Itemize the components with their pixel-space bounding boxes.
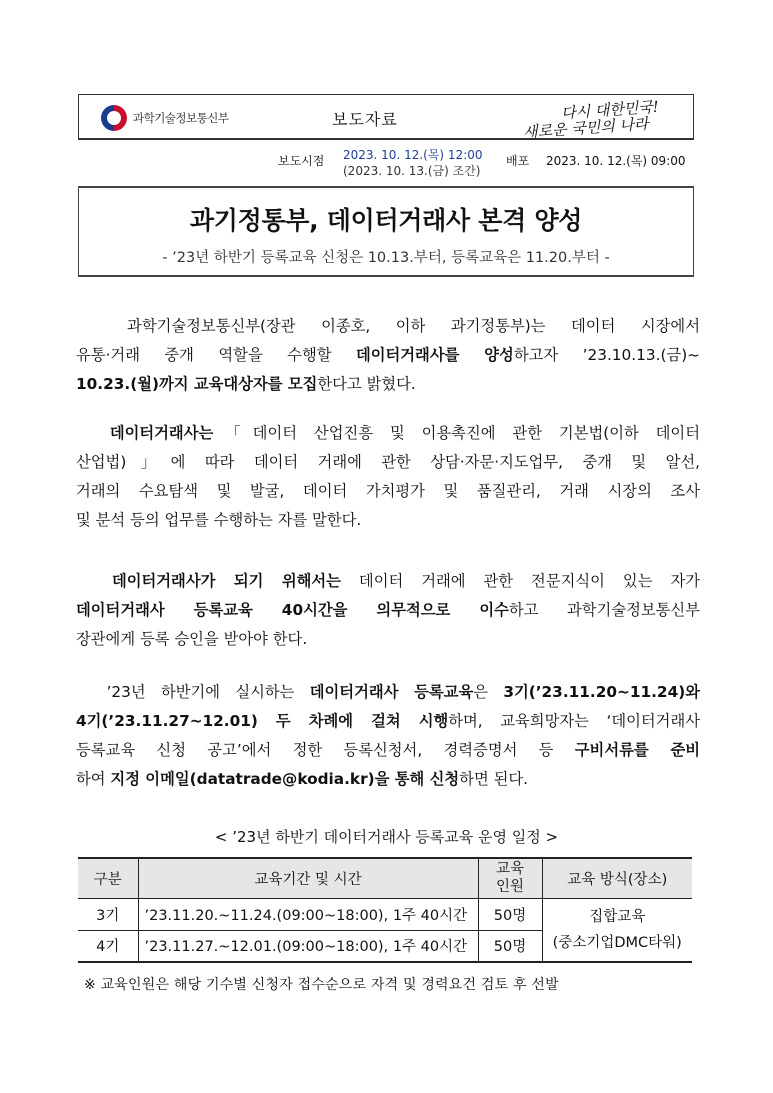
paragraph-line (76, 567, 700, 596)
text-run: 등록교육 신청 공고’에서 정한 등록신청서, 경력증명서 등 (76, 741, 575, 759)
text-run-bold: 3기(’23.11.20~11.24)와 (503, 683, 700, 701)
capacity-cell: 50명 (478, 930, 542, 962)
text-run: 하고 과학기술정보통신부 (508, 601, 700, 619)
press-release-header (78, 94, 694, 140)
text-run: 하면 된다. (459, 770, 529, 788)
paragraph-2 (76, 419, 700, 535)
paragraph-line (76, 707, 700, 736)
text-run-bold: 데이터거래사 등록교육 (309, 683, 474, 701)
text-run: 거래의 수요탐색 및 발굴, 데이터 가치평가 및 품질관리, 거래 시장의 조사 (76, 482, 700, 500)
doc-type-label: 보도자료 (332, 110, 398, 129)
government-slogan (522, 97, 673, 142)
paragraph-line (76, 625, 700, 654)
taegeuk-logo-icon (101, 105, 127, 131)
paragraph-4 (76, 678, 700, 794)
text-run: 한다고 밝혔다. (317, 375, 416, 393)
column-header: 교육기간 및 시간 (138, 858, 478, 898)
method-line-2: (중소기업DMC타워) (552, 934, 682, 951)
term-cell: 4기 (78, 930, 138, 962)
period-cell: ’23.11.27.~12.01.(09:00~18:00), 1주 40시간 (138, 930, 478, 962)
paragraph-line (76, 448, 700, 477)
column-header: 교육 인원 (478, 858, 542, 898)
paragraph-line (76, 678, 700, 707)
paragraph-line (76, 312, 700, 341)
ministry-name: 과학기술정보통신부 (133, 111, 229, 125)
embargo-info (0, 146, 773, 180)
headline: 과기정통부, 데이터거래사 본격 양성 (189, 206, 583, 235)
distribution-label: 배포 (506, 154, 530, 168)
embargo-label: 보도시점 (278, 154, 325, 168)
paragraph-line (76, 765, 700, 794)
paragraph-line (76, 506, 700, 535)
text-run-bold: 데이터거래사가 되기 위해서는 (111, 572, 341, 590)
slogan-line-1: 다시 대한민국! (560, 97, 660, 123)
text-run-bold: 데이터거래사를 양성 (355, 346, 514, 364)
period-cell: ’23.11.20.~11.24.(09:00~18:00), 1주 40시간 (138, 898, 478, 930)
paragraph-line (76, 596, 700, 625)
text-run: 과학기술정보통신부(장관 이종호, 이하 과기정통부)는 데이터 시장에서 (127, 317, 700, 335)
column-header: 구분 (78, 858, 138, 898)
schedule-caption: < ’23년 하반기 데이터거래사 등록교육 운영 일정 > (214, 828, 559, 846)
paragraph-line (76, 736, 700, 765)
table-footnote: ※ 교육인원은 해당 기수별 신청자 접수순으로 자격 및 경력요건 검토 후 선발 (84, 977, 559, 993)
text-run: 산업법)」에 따라 데이터 거래에 관한 상담·자문·지도업무, 중개 및 알선, (76, 453, 700, 471)
ministry-logo (101, 105, 228, 131)
paragraph-line (76, 419, 700, 448)
paragraph-3 (76, 567, 700, 654)
text-run: 데이터 거래에 관한 전문지식이 있는 자가 (340, 572, 700, 590)
text-run: 및 분석 등의 업무를 수행하는 자를 말한다. (76, 511, 362, 529)
slogan-line-2: 새로운 국민의 나라 (522, 114, 649, 142)
text-run: 하며, 교육희망자는 ‘데이터거래사 (448, 712, 700, 730)
text-run: 하고자 ’23.10.13.(금)~ (513, 346, 700, 364)
embargo-date: 2023. 10. 12.(목) 12:00 (343, 148, 483, 162)
text-run: 장관에게 등록 승인을 받아야 한다. (76, 630, 308, 648)
paragraph-line (76, 477, 700, 506)
text-run: 「데이터 산업진흥 및 이용촉진에 관한 기본법(이하 데이터 (213, 424, 700, 442)
paragraph-line (76, 341, 700, 370)
text-run: 유통·거래 중개 역할을 수행할 (76, 346, 356, 364)
text-run-bold: 4기(’23.11.27~12.01) 두 차례에 걸쳐 시행 (76, 712, 449, 730)
method-cell (542, 898, 692, 962)
paragraph-line (76, 370, 700, 399)
embargo-date-note: (2023. 10. 13.(금) 조간) (343, 164, 481, 178)
text-run: 은 (473, 683, 504, 701)
method-line-1: 집합교육 (589, 908, 646, 925)
capacity-cell: 50명 (478, 898, 542, 930)
text-run-bold: 10.23.(월)까지 교육대상자를 모집 (76, 375, 318, 393)
distribution-date: 2023. 10. 12.(목) 09:00 (546, 154, 686, 168)
paragraph-1 (76, 312, 700, 399)
column-header: 교육 방식(장소) (542, 858, 692, 898)
text-run-bold: 데이터거래사는 (109, 424, 214, 442)
text-run-bold: 데이터거래사 등록교육 40시간을 의무적으로 이수 (76, 601, 509, 619)
text-run: ’23년 하반기에 실시하는 (106, 683, 310, 701)
headline-box (78, 186, 694, 277)
table-header-row (78, 858, 692, 898)
subheadline: - ’23년 하반기 등록교육 신청은 10.13.부터, 등록교육은 11.20.부터 - (162, 250, 610, 266)
schedule-table (78, 857, 692, 963)
text-run-bold: 구비서류를 준비 (574, 741, 700, 759)
text-run-bold: 지정 이메일(datatrade@kodia.kr)을 통해 신청 (110, 770, 460, 788)
table-row (78, 898, 692, 930)
term-cell: 3기 (78, 898, 138, 930)
text-run: 하여 (76, 770, 111, 788)
